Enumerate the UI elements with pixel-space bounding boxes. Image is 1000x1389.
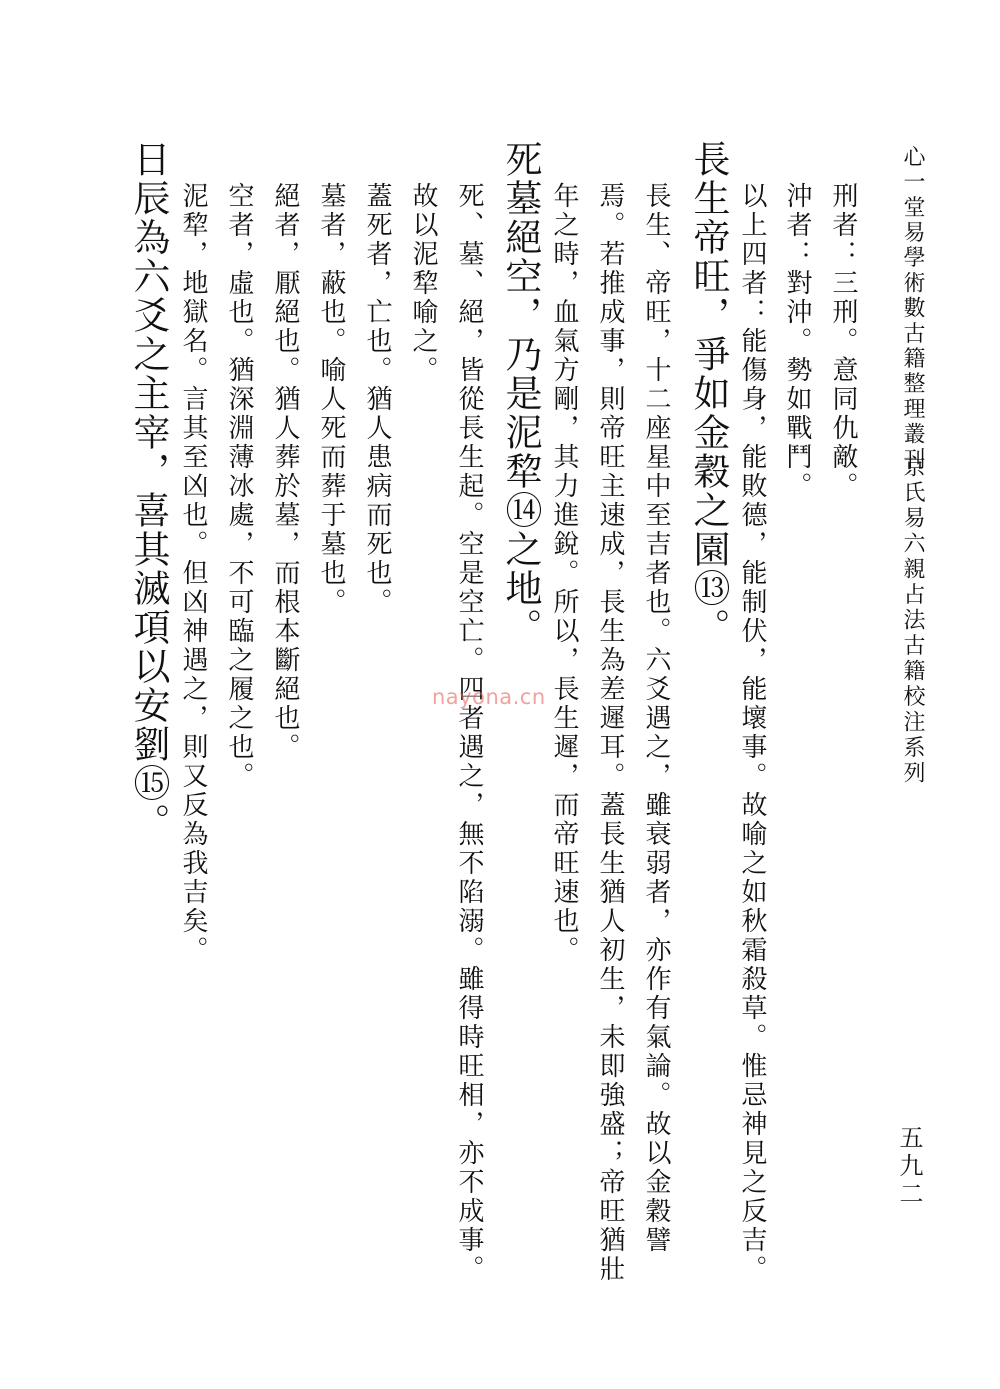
text-column-5: 長生、帝旺，十二座星中至吉者也。六爻遇之，雖衰弱者，亦作有氣論。故以金穀譬 (641, 182, 671, 1255)
text-column-6: 焉。若推成事，則帝旺主速成，長生為差遲耳。蓋長生猶人初生，未即強盛；帝旺猶壯 (595, 182, 625, 1284)
text-column-10: 故以泥犂喻之。 (408, 182, 438, 385)
text-column-9: 死、墓、絕，皆從長生起。空是空亡。四者遇之，無不陷溺。雖得時旺相，亦不成事。 (454, 182, 484, 1284)
verse-heading-2: 死墓絕空，乃是泥犂⑭之地。 (499, 140, 542, 647)
text-column-13: 絕者，厭絕也。猶人葬於墓，而根本斷絕也。 (270, 182, 300, 762)
verse-heading-3: 日辰為六爻之主宰，喜其滅項以安劉⑮。 (127, 140, 170, 842)
series-header-subtitle: 京氏易六親占法古籍校注系列 (900, 455, 925, 787)
text-column-14: 空者，虛也。猶深淵薄冰處，不可臨之履之也。 (224, 182, 254, 791)
watermark-text: nayona.cn (432, 685, 546, 709)
text-column-1: 刑者：三刑。意同仇敵。 (828, 182, 858, 501)
text-column-11: 蓋死者，亡也。猶人患病而死也。 (362, 182, 392, 617)
page-number: 五九二 (895, 1125, 923, 1209)
text-column-12: 墓者，蔽也。喻人死而葬于墓也。 (316, 182, 346, 617)
series-header-title: 心一堂易學術數古籍整理叢刊 (900, 145, 925, 473)
text-column-7: 年之時，血氣方剛，其力進銳。所以，長生遲，而帝旺速也。 (549, 182, 579, 965)
text-column-2: 沖者：對沖。勢如戰鬥。 (782, 182, 812, 501)
text-column-3: 以上四者：能傷身，能敗德，能制伏，能壞事。故喻之如秋霜殺草。惟忌神見之反吉。 (737, 182, 767, 1284)
text-column-15: 泥犂，地獄名。言其至凶也。但凶神遇之，則又反為我吉矣。 (178, 182, 208, 965)
verse-heading-1: 長生帝旺，爭如金穀之園⑬。 (687, 140, 730, 647)
